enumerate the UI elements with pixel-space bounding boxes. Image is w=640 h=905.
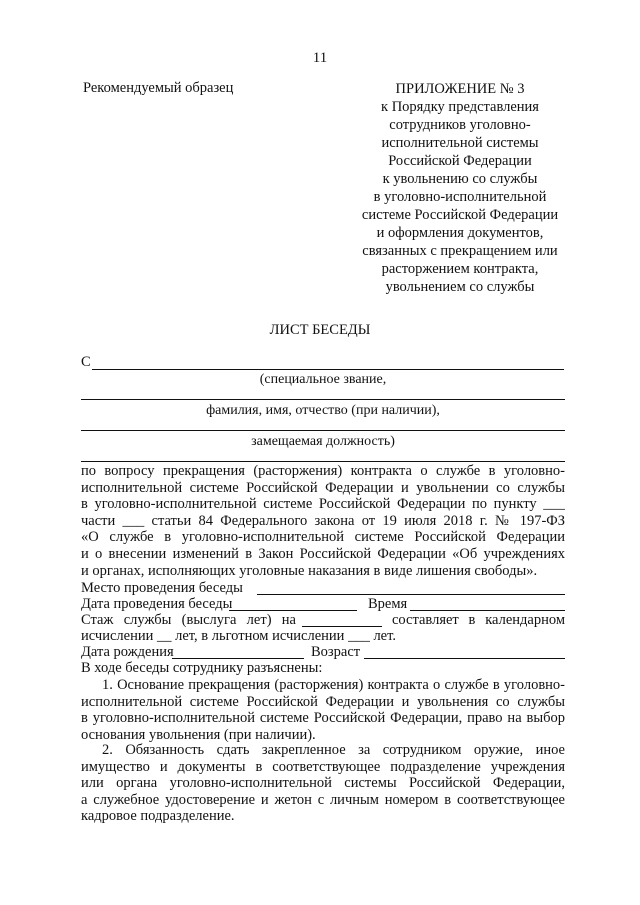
text-line: кадровое подразделение. — [81, 808, 235, 825]
text-line: основания увольнения (при наличии). — [81, 726, 316, 743]
item-2 — [81, 742, 565, 825]
appendix-header — [340, 80, 580, 296]
service-calendar-label: составляет в календарном — [392, 612, 565, 628]
text-line: и о внесении изменений в Закон Российской Федерации «Об учреждениях — [81, 545, 565, 562]
text-line: исполнительной системе Российской Федерации и увольнении со службы — [81, 479, 565, 496]
birth-date-label: Дата рождения — [81, 644, 174, 660]
age-field[interactable] — [364, 658, 565, 659]
appendix-line: связанных с прекращением или — [362, 243, 558, 259]
caption-name: фамилия, имя, отчество (при наличии), — [206, 403, 440, 418]
appendix-line: увольнением со службы — [385, 279, 535, 295]
time-label: Время — [368, 596, 408, 612]
text-line: 1. Основание прекращения (расторжения) контракта о службе в уголовно- — [102, 677, 565, 693]
age-label: Возраст — [311, 644, 361, 660]
caption-rank: (специальное звание, — [259, 372, 387, 387]
document-title: ЛИСТ БЕСЕДЫ — [269, 322, 371, 338]
time-field[interactable] — [410, 610, 565, 611]
text-line: «О службе в уголовно-исполнительной системе Российской Федерации — [81, 529, 565, 546]
position-fill-line[interactable] — [81, 430, 565, 431]
extra-fill-line[interactable] — [81, 461, 565, 462]
paragraph-grounds — [81, 463, 565, 579]
appendix-line: к Порядку представления — [381, 99, 539, 115]
text-line: в уголовно-исполнительной системе Российской Федерации по пункту ___ — [81, 496, 565, 513]
rank-fill-line[interactable] — [92, 369, 564, 370]
text-line: 2. Обязанность сдать закрепленное за сотрудником оружие, иное — [102, 742, 565, 758]
caption-position: замещаемая должность) — [251, 434, 395, 449]
meeting-place-label: Место проведения беседы — [81, 580, 243, 596]
explained-label: В ходе беседы сотруднику разъяснены: — [81, 660, 323, 676]
page-number: 11 — [312, 50, 328, 66]
appendix-line: и оформления документов, — [376, 225, 544, 241]
text-line: а служебное удостоверение и жетон с личным номером в соответствующее — [81, 791, 565, 808]
service-label: Стаж службы (выслуга лет) на — [81, 612, 296, 628]
meeting-date-field[interactable] — [229, 610, 357, 611]
meeting-place-field[interactable] — [257, 594, 565, 595]
appendix-line: исполнительной системы — [381, 135, 539, 151]
appendix-line: в уголовно-исполнительной — [373, 189, 547, 205]
appendix-line: ПРИЛОЖЕНИЕ № 3 — [395, 81, 525, 97]
recommended-sample-label: Рекомендуемый образец — [83, 80, 234, 96]
meeting-date-label: Дата проведения беседы — [81, 596, 233, 612]
text-line: и органах, исполняющих уголовные наказания в виде лишения свободы». — [81, 562, 538, 579]
text-line: части ___ статьи 84 Федерального закона от 19 июля 2018 г. № 197-ФЗ — [81, 512, 565, 529]
appendix-line: Российской Федерации — [388, 153, 532, 169]
appendix-line: расторжением контракта, — [381, 261, 539, 277]
text-line: имущество и документы в соответствующее подразделение учреждения — [81, 758, 565, 775]
appendix-line: системе Российской Федерации — [361, 207, 559, 223]
appendix-line: к увольнению со службы — [382, 171, 538, 187]
with-label: С — [81, 354, 91, 370]
text-line: исполнительной системе Российской Федерации и увольнения со службы — [81, 693, 565, 710]
service-date-field[interactable] — [302, 626, 382, 627]
birth-date-field[interactable] — [172, 658, 304, 659]
name-fill-line[interactable] — [81, 399, 565, 400]
text-line: в уголовно-исполнительной системе Российской Федерации, право на выбор — [81, 710, 565, 727]
appendix-line: сотрудников уголовно- — [389, 117, 531, 133]
item-1 — [81, 677, 565, 743]
text-line: по вопросу прекращения (расторжения) контракта о службе в уголовно- — [81, 463, 565, 479]
text-line: или органа уголовно-исполнительной системы Российской Федерации, — [81, 775, 565, 792]
service-line-2: исчислении __ лет, в льготном исчислении ___ лет. — [81, 628, 396, 644]
